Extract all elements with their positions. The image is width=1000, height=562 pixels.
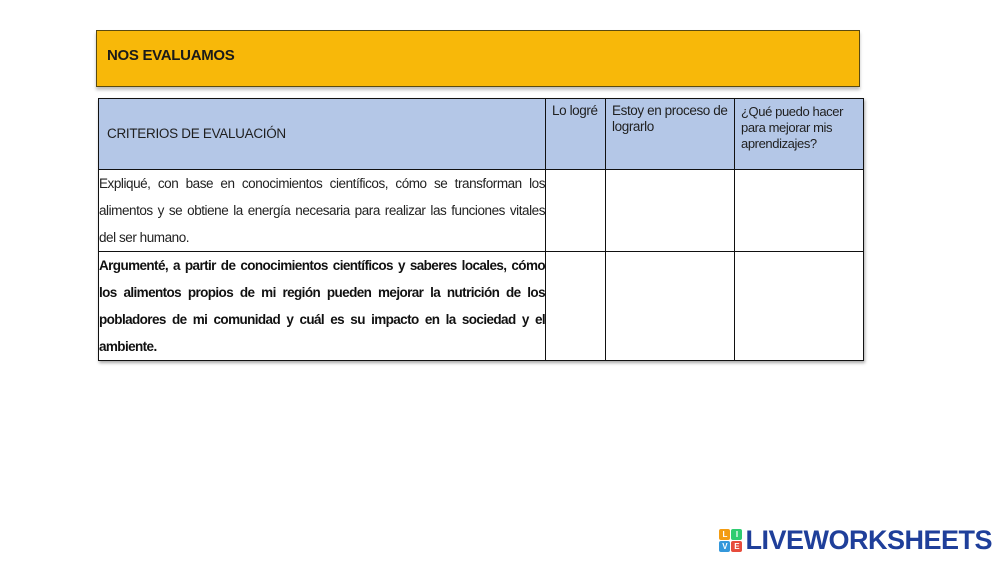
header-criterios (99, 99, 546, 170)
header-mejorar-label: ¿Qué puedo hacer para mejorar mis aprendizajes? (741, 104, 844, 151)
mejorar-cell[interactable] (735, 252, 864, 361)
criterion-cell: Argumenté, a partir de conocimientos científicos y saberes locales, cómo los alimentos propios de mi región pueden mejorar la nutrición de los pobladores de mi comunidad y cuál es su impacto en la sociedad y el ambiente. (99, 252, 546, 361)
section-banner (96, 30, 860, 87)
logo-letter-v: V (719, 541, 730, 552)
en-proceso-cell[interactable] (606, 170, 735, 252)
lo-logre-cell[interactable] (546, 170, 606, 252)
lo-logre-cell[interactable] (546, 252, 606, 361)
criterion-cell: Expliqué, con base en conocimientos científicos, cómo se transforman los alimentos y se obtiene la energía necesaria para realizar las funciones vitales del ser humano. (99, 170, 546, 252)
banner-title: NOS EVALUAMOS (107, 47, 235, 64)
logo-wordmark: LIVEWORKSHEETS (745, 525, 992, 555)
table-row (99, 252, 864, 361)
evaluation-rubric-table (98, 98, 864, 361)
mejorar-cell[interactable] (735, 170, 864, 252)
table-header-row (99, 99, 864, 170)
en-proceso-cell[interactable] (606, 252, 735, 361)
header-en-proceso-label: Estoy en proceso de lograrlo (612, 103, 728, 134)
header-criterios-label: CRITERIOS DE EVALUACIÓN (107, 126, 286, 141)
header-mejorar (735, 99, 864, 170)
logo-letter-e: E (731, 541, 742, 552)
header-lo-logre (546, 99, 606, 170)
logo-letter-l: L (719, 529, 730, 540)
header-en-proceso (606, 99, 735, 170)
header-lo-logre-label: Lo logré (552, 103, 598, 118)
liveworksheets-logo (719, 525, 992, 556)
table-row (99, 170, 864, 252)
liveworksheets-logo-icon (719, 529, 742, 552)
logo-letter-i: I (731, 529, 742, 540)
